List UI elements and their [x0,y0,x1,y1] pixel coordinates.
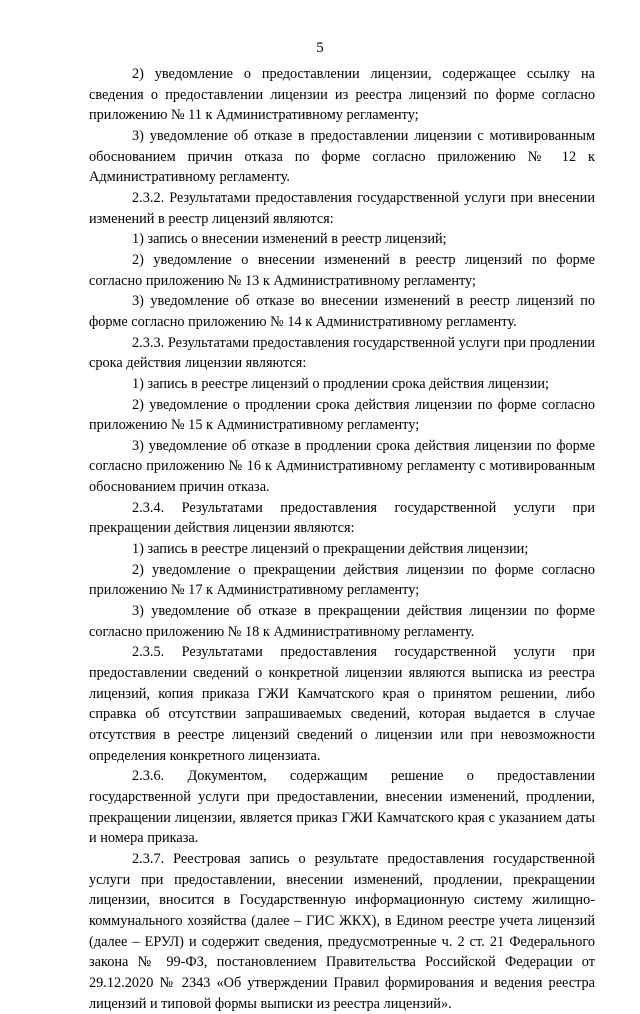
paragraph: 2.3.4. Результатами предоставления государственной услуги при прекращении действия лицензии являются: [89,499,595,537]
paragraph: 1) запись в реестре лицензий о продлении срока действия лицензии; [132,375,549,392]
paragraph: 3) уведомление об отказе в предоставлении лицензии с мотивированным обоснованием причин отказа по форме согласно приложению № 12 к Административному регламенту. [89,127,595,186]
paragraph: 3) уведомление об отказе в продлении срока действия лицензии по форме согласно приложению № 16 к Административному регламенту с мотивированным обоснованием причин отказа. [89,437,595,496]
paragraph: 2.3.5. Результатами предоставления государственной услуги при предоставлении сведений о конкретной лицензии являются выписка из реестра лицензий, копия приказа ГЖИ Камчатского края о принятом решении, либо справка об отсутствии запрашиваемых сведений, которая выдается в случае отсутствия в реестре лицензий сведений о лицензии или при невозможности определения конкретного лицензиата. [89,644,595,764]
paragraph: 1) запись о внесении изменений в реестр лицензий; [132,231,447,248]
page-number: 5 [316,40,324,56]
paragraph: 1) запись в реестре лицензий о прекращении действия лицензии; [132,541,529,558]
paragraph: 2.3.6. Документом, содержащим решение о предоставлении государственной услуги при предоставлении, внесении изменений, продлении, прекращении лицензии, является приказ ГЖИ Камчатского края с указанием даты и номера приказа. [89,768,595,847]
paragraph: 2.3.7. Реестровая запись о результате предоставления государственной услуги при предоставлении, внесении изменений, продлении, прекращении лицензии, вносится в Государственную информационную систему жилищно-коммунального хозяйства (далее – ГИС ЖКХ), в Едином реестре учета лицензий (далее – ЕРУЛ) и содержит сведения, предусмотренные ч. 2 ст. 21 Федерального закона № 99-ФЗ, постановлением Правительства Российской Федерации от 29.12.2020 № 2343 «Об утверждении Правил формирования и ведения реестра лицензий и типовой формы выписки из реестра лицензий». [89,850,595,1012]
paragraph: 3) уведомление об отказе в прекращении действия лицензии по форме согласно приложению № 18 к Административному регламенту. [89,603,595,640]
paragraph: 2.3.3. Результатами предоставления государственной услуги при продлении срока действия лицензии являются: [89,334,595,372]
paragraph: 3) уведомление об отказе во внесении изменений в реестр лицензий по форме согласно приложению № 14 к Административному регламенту. [89,293,595,330]
paragraph: 2.3.2. Результатами предоставления государственной услуги при внесении изменений в реестр лицензий являются: [89,189,595,227]
paragraph: 2) уведомление о продлении срока действия лицензии по форме согласно приложению № 15 к Административному регламенту; [89,396,595,434]
document-body [89,64,595,1014]
paragraph: 2) уведомление о внесении изменений в реестр лицензий по форме согласно приложению № 13 к Административному регламенту; [89,251,595,289]
paragraph: 2) уведомление о предоставлении лицензии, содержащее ссылку на сведения о предоставлении лицензии из реестра лицензий по форме согласно приложению № 11 к Административному регламенту; [89,66,595,124]
paragraph: 2) уведомление о прекращении действия лицензии по форме согласно приложению № 17 к Административному регламенту; [89,561,595,599]
